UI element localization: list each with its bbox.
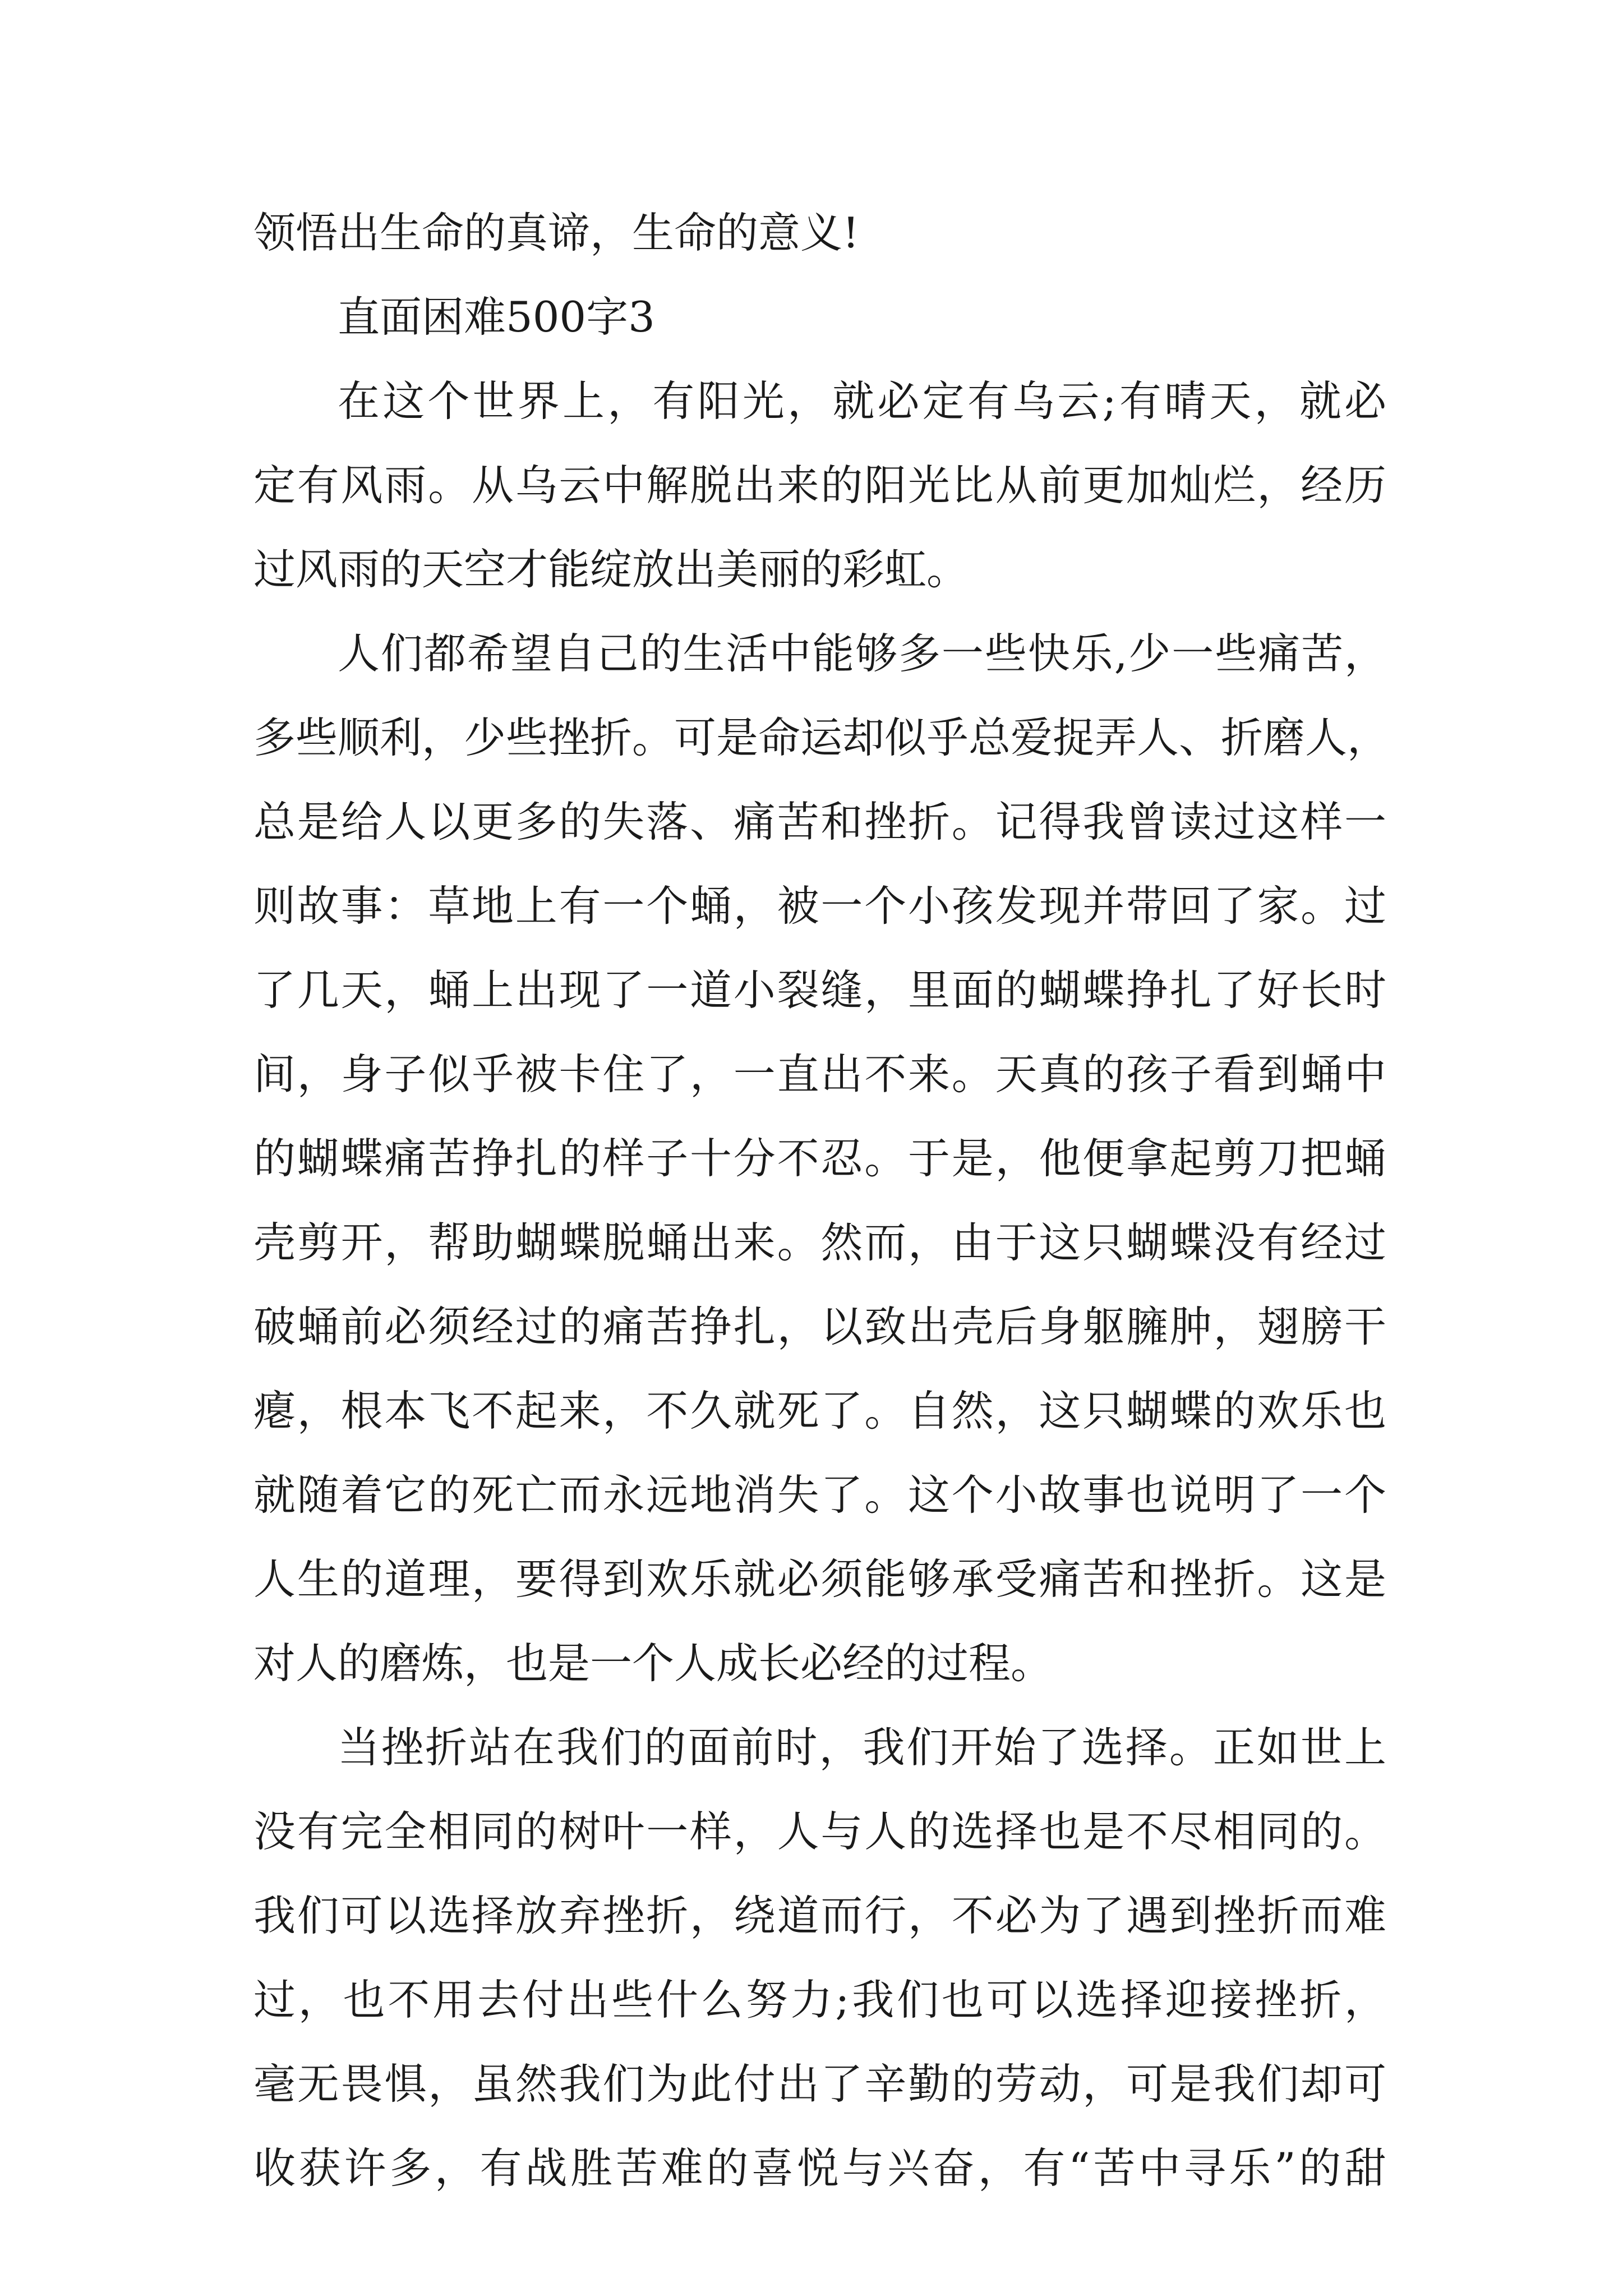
text-line-17: 人生的道理，要得到欢乐就必须能够承受痛苦和挫折。这是: [253, 1554, 1386, 1604]
text-line-6: 人们都希望自己的生活中能够多一些快乐,少一些痛苦，: [338, 629, 1386, 678]
text-line-1: 领悟出生命的真谛，生命的意义!: [253, 208, 860, 257]
text-line-10: 了几天，蛹上出现了一道小裂缝，里面的蝴蝶挣扎了好长时: [253, 965, 1386, 1015]
text-line-14: 破蛹前必须经过的痛苦挣扎，以致出壳后身躯臃肿，翅膀干: [253, 1302, 1386, 1351]
text-line-9: 则故事：草地上有一个蛹，被一个小孩发现并带回了家。过: [253, 881, 1386, 931]
text-line-3: 在这个世界上，有阳光，就必定有乌云;有晴天，就必: [338, 376, 1386, 426]
text-line-23: 毫无畏惧，虽然我们为此付出了辛勤的劳动，可是我们却可: [253, 2059, 1386, 2109]
text-line-16: 就随着它的死亡而永远地消失了。这个小故事也说明了一个: [253, 1470, 1386, 1520]
text-line-18: 对人的磨炼，也是一个人成长必经的过程。: [253, 1639, 1053, 1688]
text-line-20: 没有完全相同的树叶一样，人与人的选择也是不尽相同的。: [253, 1807, 1386, 1856]
text-line-24: 收获许多，有战胜苦难的喜悦与兴奋，有“苦中寻乐”的甜: [253, 2143, 1386, 2193]
text-line-22: 过，也不用去付出些什么努力;我们也可以选择迎接挫折，: [253, 1975, 1386, 2024]
text-line-7: 多些顺利，少些挫折。可是命运却似乎总爱捉弄人、折磨人，: [253, 713, 1390, 762]
text-line-4: 定有风雨。从乌云中解脱出来的阳光比从前更加灿烂，经历: [253, 461, 1386, 510]
text-line-13: 壳剪开，帮助蝴蝶脱蛹出来。然而，由于这只蝴蝶没有经过: [253, 1218, 1386, 1267]
text-line-8: 总是给人以更多的失落、痛苦和挫折。记得我曾读过这样一: [253, 797, 1386, 846]
text-line-19: 当挫折站在我们的面前时，我们开始了选择。正如世上: [338, 1723, 1386, 1772]
text-line-5: 过风雨的天空才能绽放出美丽的彩虹。: [253, 545, 969, 594]
text-line-12: 的蝴蝶痛苦挣扎的样子十分不忍。于是，他便拿起剪刀把蛹: [253, 1134, 1386, 1183]
essay-body: [253, 191, 1390, 2210]
text-line-15: 瘪，根本飞不起来，不久就死了。自然，这只蝴蝶的欢乐也: [253, 1386, 1386, 1435]
text-line-21: 我们可以选择放弃挫折，绕道而行，不必为了遇到挫折而难: [253, 1891, 1386, 1940]
section-heading: 直面困难500字3: [338, 292, 655, 342]
text-line-11: 间，身子似乎被卡住了，一直出不来。天真的孩子看到蛹中: [253, 1050, 1386, 1099]
